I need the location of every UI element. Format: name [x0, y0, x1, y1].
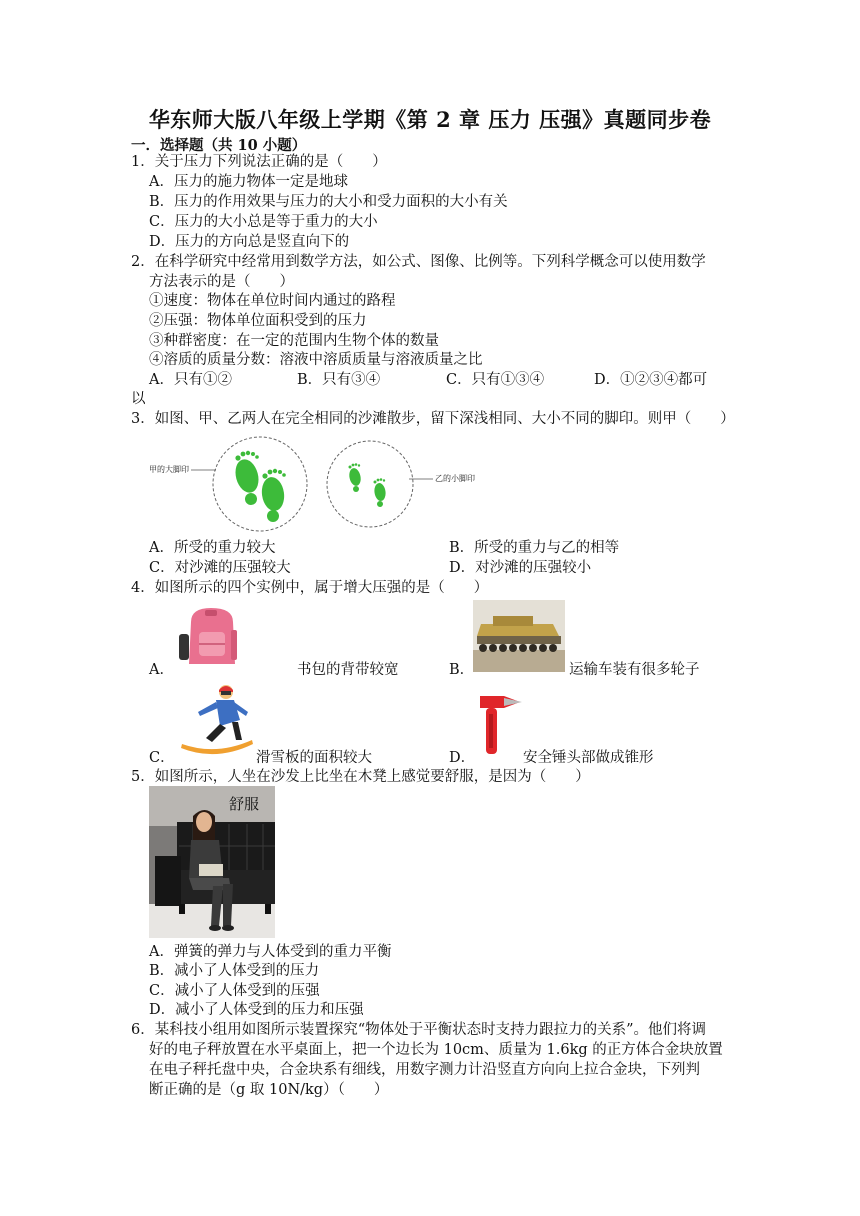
- q4-option-c-letter[interactable]: C．: [149, 750, 175, 766]
- q2-option-a[interactable]: A．只有①②: [149, 372, 232, 388]
- q4-option-a-letter[interactable]: A．: [149, 662, 174, 678]
- label-big-footprint: 甲的大脚印: [149, 465, 189, 474]
- q2-option-d-wrap: 以: [131, 391, 146, 407]
- backpack-icon: [175, 604, 247, 670]
- q6-line1: 6．某科技小组用如图所示装置探究“物体处于平衡状态时支持力跟拉力的关系”。他们将调: [131, 1022, 707, 1038]
- q3-option-d[interactable]: D．对沙滩的压强较小: [449, 560, 592, 576]
- q1-option-a[interactable]: A．压力的施力物体一定是地球: [149, 174, 348, 190]
- q5-option-d[interactable]: D．减小了人体受到的压力和压强: [149, 1002, 364, 1018]
- q6-line4: 断正确的是（g 取 10N/kg）（ ）: [149, 1082, 389, 1098]
- q2-item-1: ①速度：物体在单位时间内通过的路程: [149, 293, 396, 309]
- q1-option-d[interactable]: D．压力的方向总是竖直向下的: [149, 234, 350, 250]
- q1-option-c[interactable]: C．压力的大小总是等于重力的大小: [149, 214, 378, 230]
- q3-stem: 3．如图、甲、乙两人在完全相同的沙滩散步，留下深浅相同、大小不同的脚印。则甲（ ）: [131, 411, 735, 427]
- transport-truck-icon: [473, 600, 565, 672]
- q3-option-c[interactable]: C．对沙滩的压强较大: [149, 560, 291, 576]
- photo-caption: 舒服: [229, 795, 260, 813]
- safety-hammer-icon: [476, 690, 524, 762]
- q2-option-c[interactable]: C．只有①③④: [446, 372, 545, 388]
- q6-line3: 在电子秤托盘中央，合金块系有细线，用数字测力计沿竖直方向向上拉合金块，下列判: [149, 1062, 700, 1078]
- q2-option-d[interactable]: D．①②③④都可: [594, 372, 708, 388]
- q2-item-3: ③种群密度：在一定的范围内生物个体的数量: [149, 333, 439, 349]
- q5-option-b[interactable]: B．减小了人体受到的压力: [149, 963, 320, 979]
- q5-option-a[interactable]: A．弹簧的弹力与人体受到的重力平衡: [149, 944, 392, 960]
- snowboarder-icon: [176, 682, 256, 762]
- q3-option-b[interactable]: B．所受的重力与乙的相等: [449, 540, 620, 556]
- q4-option-d-letter[interactable]: D．: [449, 750, 476, 766]
- q5-stem: 5．如图所示，人坐在沙发上比坐在木凳上感觉要舒服，是因为（ ）: [131, 769, 590, 785]
- q1-stem: 1．关于压力下列说法正确的是（ ）: [131, 154, 387, 170]
- q2-stem-line1: 2．在科学研究中经常用到数学方法，如公式、图像、比例等。下列科学概念可以使用数学: [131, 254, 706, 270]
- q2-item-2: ②压强：物体单位面积受到的压力: [149, 313, 367, 329]
- q4-option-a[interactable]: 书包的背带较宽: [297, 662, 399, 678]
- q4-option-b-letter[interactable]: B．: [449, 662, 475, 678]
- page-title: 华东师大版八年级上学期《第 2 章 压力 压强》真题同步卷: [148, 107, 712, 132]
- q3-option-a[interactable]: A．所受的重力较大: [149, 540, 276, 556]
- q1-option-b[interactable]: B．压力的作用效果与压力的大小和受力面积的大小有关: [149, 194, 508, 210]
- q6-line2: 好的电子秤放置在水平桌面上，把一个边长为 10cm、质量为 1.6kg 的正方体合金块放置: [149, 1042, 723, 1058]
- q4-option-d[interactable]: 安全锤头部做成锥形: [523, 750, 654, 766]
- q4-option-b[interactable]: 运输车装有很多轮子: [569, 662, 700, 678]
- q2-option-b[interactable]: B．只有③④: [297, 372, 381, 388]
- q2-stem-line2: 方法表示的是（ ）: [149, 274, 294, 290]
- q5-option-c[interactable]: C．减小了人体受到的压强: [149, 983, 320, 999]
- q4-stem: 4．如图所示的四个实例中，属于增大压强的是（ ）: [131, 580, 489, 596]
- section-heading: 一．选择题（共 10 小题）: [131, 137, 307, 154]
- q4-option-c[interactable]: 滑雪板的面积较大: [256, 750, 372, 766]
- q2-item-4: ④溶质的质量分数：溶液中溶质质量与溶液质量之比: [149, 352, 483, 368]
- footprints-icon: [147, 432, 487, 536]
- label-small-footprint: 乙的小脚印: [435, 474, 475, 483]
